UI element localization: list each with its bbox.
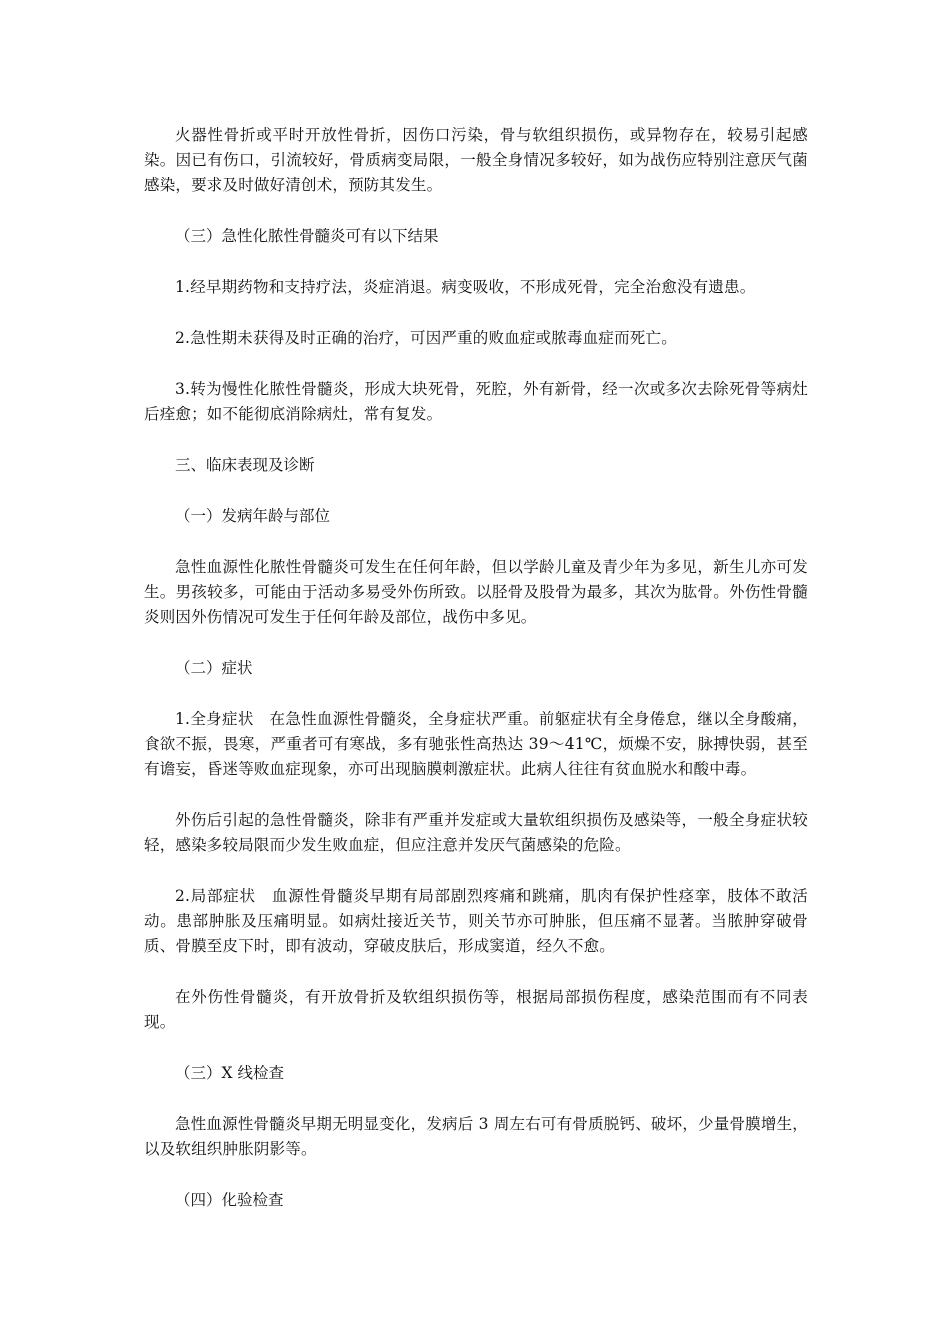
heading-lab-tests: （四）化验检查 [175,1191,284,1209]
heading-symptoms: （二）症状 [175,659,253,677]
paragraph-outcome-2: 2.急性期未获得及时正确的治疗，可因严重的败血症或脓毒血症而死亡。 [175,329,677,347]
paragraph-xray: 急性血源性骨髓炎早期无明显变化，发病后 3 周左右可有骨质脱钙、破坏，少量骨膜增生，以及软组织肿胀阴影等。 [144,1115,808,1158]
heading-age-site: （一）发病年龄与部位 [175,507,331,525]
paragraph-traumatic-osteomyelitis: 外伤后引起的急性骨髓炎，除非有严重并发症或大量软组织损伤及感染等，一般全身症状较轻，感染多较局限而少发生败血症，但应注意并发厌气菌感染的危险。 [144,811,808,854]
paragraph-systemic-symptoms: 1.全身症状 在急性血源性骨髓炎，全身症状严重。前躯症状有全身倦怠，继以全身酸痛，食欲不振，畏寒，严重者可有寒战，多有驰张性高热达 39～41℃，烦燥不安，脉搏快弱，甚至有谵妄，昏迷等败血症现象，亦可出现脑膜刺激症状。此病人往往有贫血脱水和酸中毒。 [144,710,808,778]
paragraph-traumatic-local: 在外伤性骨髓炎，有开放骨折及软组织损伤等，根据局部损伤程度，感染范围而有不同表现。 [144,988,808,1031]
paragraph-outcome-1: 1.经早期药物和支持疗法，炎症消退。病变吸收，不形成死骨，完全治愈没有遗患。 [175,278,756,296]
document-body [144,123,808,1239]
paragraph-local-symptoms: 2.局部症状 血源性骨髓炎早期有局部剧烈疼痛和跳痛，肌肉有保护性痉挛，肢体不敢活动。患部肿胀及压痛明显。如病灶接近关节，则关节亦可肿胀，但压痛不显著。当脓肿穿破骨质、骨膜至皮下时，即有波动，穿破皮肤后，形成窦道，经久不愈。 [144,887,808,955]
paragraph-outcome-3: 3.转为慢性化脓性骨髓炎，形成大块死骨，死腔，外有新骨，经一次或多次去除死骨等病灶后痊愈；如不能彻底消除病灶，常有复发。 [144,380,808,423]
heading-xray: （三）X 线检查 [175,1064,284,1082]
heading-clinical-diagnosis: 三、临床表现及诊断 [175,456,315,474]
paragraph-age-site: 急性血源性化脓性骨髓炎可发生在任何年龄，但以学龄儿童及青少年为多见，新生儿亦可发生。男孩较多，可能由于活动多易受外伤所致。以胫骨及股骨为最多，其次为肱骨。外伤性骨髓炎则因外伤情况可发生于任何年龄及部位，战伤中多见。 [144,558,808,626]
paragraph-open-fracture-infection: 火器性骨折或平时开放性骨折，因伤口污染，骨与软组织损伤，或异物存在，较易引起感染。因已有伤口，引流较好，骨质病变局限，一般全身情况多较好，如为战伤应特别注意厌气菌感染，要求及时做好清创术，预防其发生。 [144,126,808,194]
heading-outcomes: （三）急性化脓性骨髓炎可有以下结果 [175,227,439,245]
